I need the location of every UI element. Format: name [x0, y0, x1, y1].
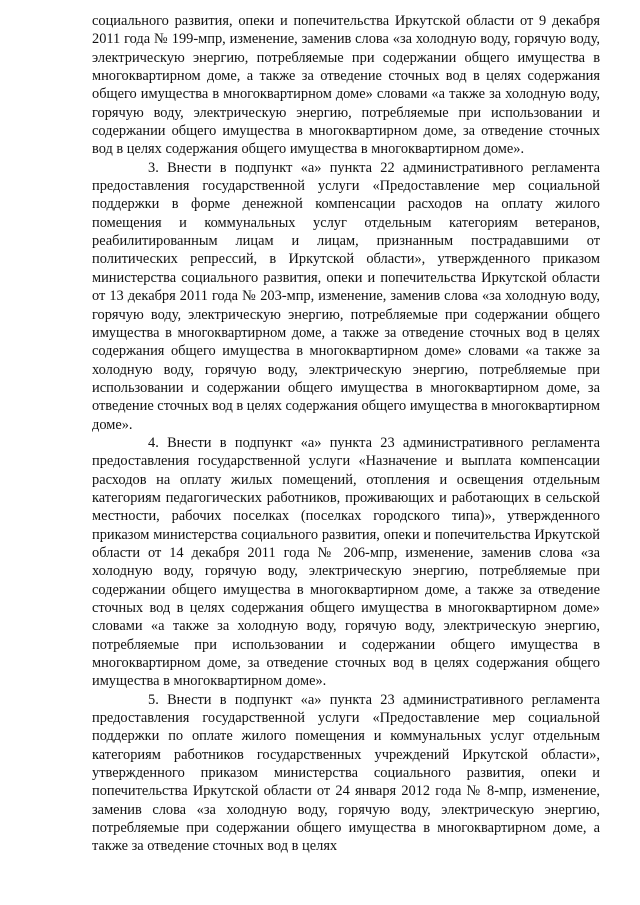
paragraph-item-4: 4. Внести в подпункт «а» пункта 23 административного регламента предоставления государственной услуги «Назначение и выплата компенсации расходов на оплату жилых помещений, отопления и освещения отдельным категориям педагогических работников, проживающих и работающих в сельской местности, рабочих поселках (поселках городского типа)», утвержденного приказом министерства социального развития, опеки и попечительства Иркутской области от 14 декабря 2011 года № 206-мпр, изменение, заменив слова «за холодную воду, горячую воду, электрическую энергию, потребляемые при содержании общего имущества в многоквартирном доме, а также за отведение сточных вод в целях содержания общего имущества в многоквартирном доме» словами «а также за холодную воду, горячую воду, электрическую энергию, потребляемые при использовании и содержании общего имущества в многоквартирном доме, за отведение сточных вод в целях содержания общего имущества в многоквартирном доме».: [92, 434, 600, 690]
paragraph-item-5: 5. Внести в подпункт «а» пункта 23 административного регламента предоставления государственной услуги «Предоставление мер социальной поддержки по оплате жилого помещения и коммунальных услуг отдельным категориям работников государственных учреждений Иркутской области», утвержденного приказом министерства социального развития, опеки и попечительства Иркутской области от 24 января 2012 года № 8-мпр, изменение, заменив слова «за холодную воду, горячую воду, электрическую энергию, потребляемые при содержании общего имущества в многоквартирном доме, а также за отведение сточных вод в целях: [92, 691, 600, 855]
document-body: [92, 12, 600, 856]
paragraph-continuation: социального развития, опеки и попечительства Иркутской области от 9 декабря 2011 года № 199-мпр, изменение, заменив слова «за холодную воду, горячую воду, электрическую энергию, потребляемые при содержании общего имущества в многоквартирном доме, а также за отведение сточных вод в целях содержания общего имущества в многоквартирном доме» словами «а также за холодную воду, горячую воду, электрическую энергию, потребляемые при использовании и содержании общего имущества в многоквартирном доме, за отведение сточных вод в целях содержания общего имущества в многоквартирном доме».: [92, 13, 600, 158]
paragraph-item-3: 3. Внести в подпункт «а» пункта 22 административного регламента предоставления государственной услуги «Предоставление мер социальной поддержки в форме денежной компенсации расходов на оплату жилого помещения и коммунальных услуг отдельным категориям ветеранов, реабилитированным лицам и лицам, признанным пострадавшими от политических репрессий, в Иркутской области», утвержденного приказом министерства социального развития, опеки и попечительства Иркутской области от 13 декабря 2011 года № 203-мпр, изменение, заменив слова «за холодную воду, горячую воду, электрическую энергию, потребляемые при содержании общего имущества в многоквартирном доме, а также за отведение сточных вод в целях содержания общего имущества в многоквартирном доме» словами «а также за холодную воду, горячую воду, электрическую энергию, потребляемые при использовании и содержании общего имущества в многоквартирном доме, за отведение сточных вод в целях содержания общего имущества в многоквартирном доме».: [92, 159, 600, 433]
